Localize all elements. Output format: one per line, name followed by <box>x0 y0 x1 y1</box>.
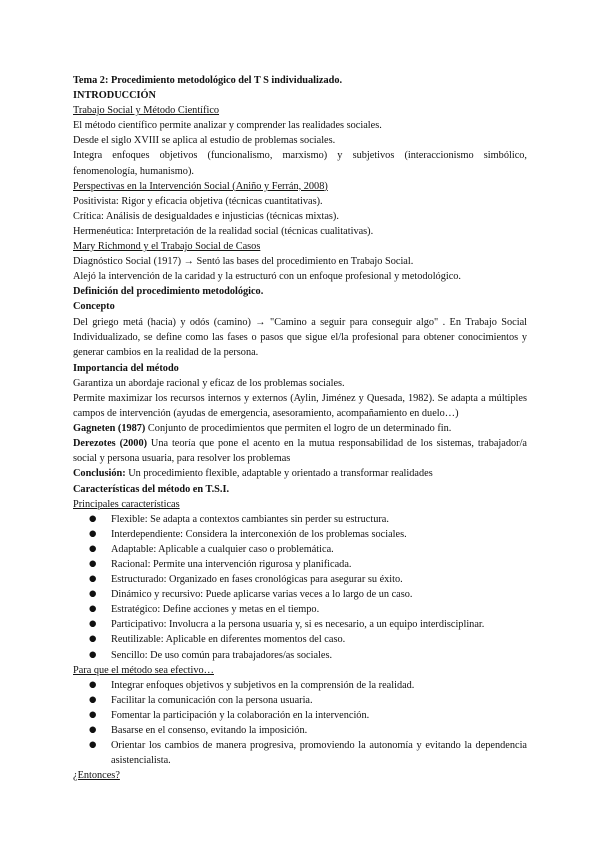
list-item: ● Reutilizable: Aplicable en diferentes momentos del caso. <box>73 632 527 647</box>
section-heading-metodo-cientifico: Trabajo Social y Método Científico <box>73 105 220 117</box>
conclusion-paragraph <box>73 466 527 481</box>
citation-label: Derezotes (2000) <box>73 438 148 450</box>
efectivo-list <box>73 678 527 769</box>
concepto-paragraph: Del griego metá (hacia) y odós (camino) → "Camino a seguir para conseguir algo" . En Trabajo Social Individualizado, se define como las fases o pasos que sigue el/la profesional para obtener conocimientos y generar cambios en la realidad de la persona. <box>73 316 527 358</box>
paragraph: Garantiza un abordaje racional y eficaz de los problemas sociales. <box>73 377 345 389</box>
paragraph: Integra enfoques objetivos (funcionalismo, marxismo) y subjetivos (interaccionismo simbólico, fenomenología, humanismo). <box>73 150 527 177</box>
paragraph: Desde el siglo XVIII se aplica al estudio de problemas sociales. <box>73 135 336 147</box>
entonces-heading: ¿Entonces? <box>73 770 120 782</box>
list-item: ● Dinámico y recursivo: Puede aplicarse varias veces a lo largo de un caso. <box>73 587 527 602</box>
derezotes-paragraph <box>73 436 527 466</box>
paragraph: Positivista: Rigor y eficacia objetiva (técnicas cuantitativas). <box>73 195 323 207</box>
citation-label: Gagneten (1987) <box>73 423 146 435</box>
list-item: ● Participativo: Involucra a la persona usuaria y, si es necesario, a un equipo interdisciplinar. <box>73 617 527 632</box>
citation-text: Una teoría que pone el acento en la mutua responsabilidad de los sistemas, trabajador/a social y persona usuaria, para resolver los problemas <box>73 438 528 465</box>
paragraph: El método científico permite analizar y comprender las realidades sociales. <box>73 120 382 132</box>
document-title: Tema 2: Procedimiento metodológico del T S individualizado. <box>73 75 343 86</box>
list-item: ● Flexible: Se adapta a contextos cambiantes sin perder su estructura. <box>73 512 527 527</box>
caracteristicas-list <box>73 512 527 663</box>
caracteristicas-heading: Características del método en T.S.I. <box>73 483 230 495</box>
section-heading-mary-richmond: Mary Richmond y el Trabajo Social de Casos <box>73 241 261 253</box>
paragraph: Crítica: Análisis de desigualdades e injusticias (técnicas mixtas). <box>73 210 339 222</box>
paragraph: Diagnóstico Social (1917) → Sentó las bases del procedimiento en Trabajo Social. <box>73 256 414 268</box>
document-body <box>73 73 527 783</box>
paragraph: Hermenéutica: Interpretación de la realidad social (técnicas cualitativas). <box>73 225 374 237</box>
list-item: ● Basarse en el consenso, evitando la imposición. <box>73 723 527 738</box>
efectivo-heading: Para que el método sea efectivo… <box>73 664 214 676</box>
intro-heading: INTRODUCCIÓN <box>73 90 156 102</box>
list-item: ● Racional: Permite una intervención rigurosa y planificada. <box>73 557 527 572</box>
list-item: ● Orientar los cambios de manera progresiva, promoviendo la autonomía y evitando la dependencia asistencialista. <box>73 738 527 768</box>
list-item: ● Estructurado: Organizado en fases cronológicas para asegurar su éxito. <box>73 572 527 587</box>
conclusion-label: Conclusión: <box>73 468 126 480</box>
importancia-heading: Importancia del método <box>73 362 179 374</box>
concepto-heading: Concepto <box>73 301 115 313</box>
list-item: ● Interdependiente: Considera la interconexión de los problemas sociales. <box>73 527 527 542</box>
conclusion-text: Un procedimiento flexible, adaptable y orientado a transformar realidades <box>125 468 433 480</box>
list-item: ● Fomentar la participación y la colaboración en la intervención. <box>73 708 527 723</box>
caracteristicas-subheading: Principales características <box>73 498 180 510</box>
paragraph: Alejó la intervención de la caridad y la estructuró con un enfoque profesional y metodológico. <box>73 271 462 283</box>
list-item: ● Integrar enfoques objetivos y subjetivos en la comprensión de la realidad. <box>73 678 527 693</box>
list-item: ● Estratégico: Define acciones y metas en el tiempo. <box>73 602 527 617</box>
citation-text: Conjunto de procedimientos que permiten el logro de un determinado fin. <box>145 423 452 435</box>
list-item: ● Facilitar la comunicación con la persona usuaria. <box>73 693 527 708</box>
list-item: ● Adaptable: Aplicable a cualquier caso o problemática. <box>73 542 527 557</box>
definition-heading: Definición del procedimiento metodológico. <box>73 286 264 298</box>
paragraph: Permite maximizar los recursos internos y externos (Aylin, Jiménez y Quesada, 1982). Se adapta a múltiples campos de intervención (ayudas de emergencia, asesoramiento, acompañamiento en duelo…) <box>73 392 527 420</box>
section-heading-perspectivas: Perspectivas en la Intervención Social (Aniño y Ferrán, 2008) <box>73 180 328 192</box>
list-item: ● Sencillo: De uso común para trabajadores/as sociales. <box>73 648 527 663</box>
gagneten-paragraph <box>73 421 527 436</box>
